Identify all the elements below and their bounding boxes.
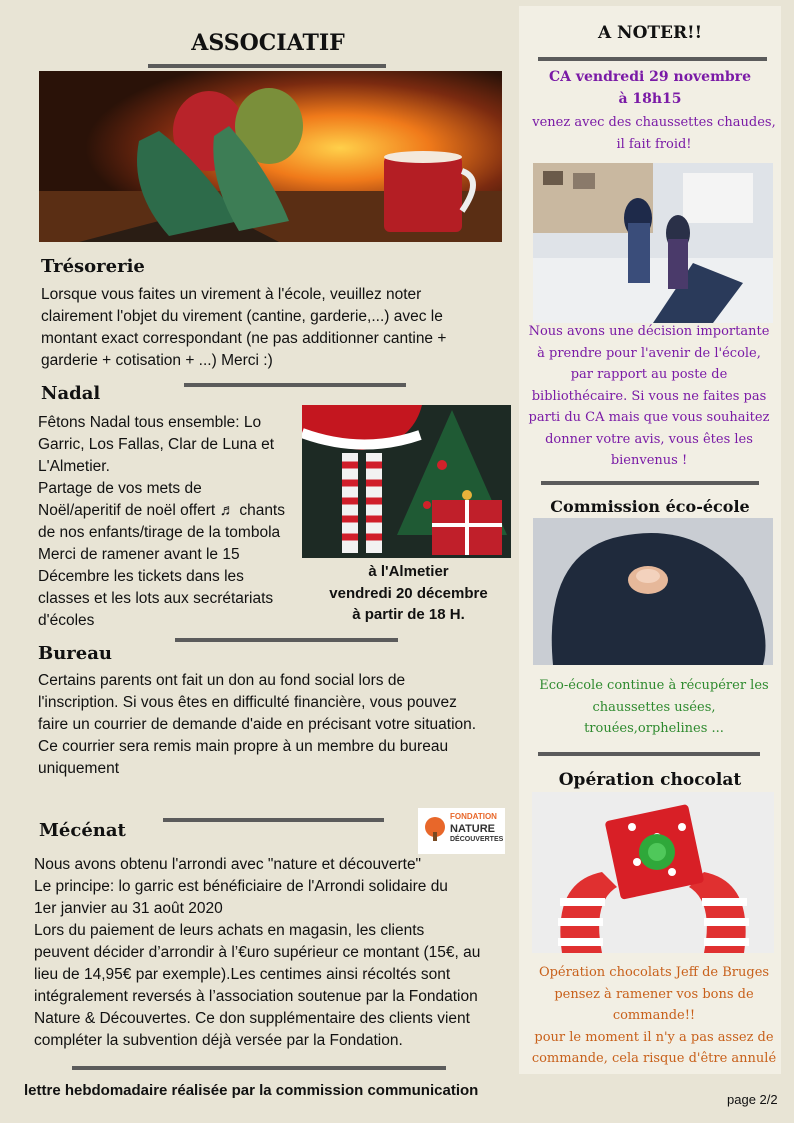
text-line: Partage de vos mets de <box>38 480 202 497</box>
nadal-text <box>38 412 300 632</box>
chocolat-text <box>519 962 789 1070</box>
text-line: Le principe: lo garric est bénéficiaire de l'Arrondi solidaire du <box>34 878 448 895</box>
hole-sock-image <box>533 518 773 665</box>
mecenat-text <box>34 854 508 1052</box>
ca-date <box>519 67 781 110</box>
socks-on-table-image <box>533 163 773 323</box>
text-line: d'écoles <box>38 612 95 629</box>
section-divider <box>72 1066 446 1070</box>
text-line: Garric, Los Fallas, Clar de Luna et <box>38 436 275 453</box>
eco-title: Commission éco-école <box>550 497 750 516</box>
text-line: montant exact correspondant (ne pas additionner cantine + <box>41 330 447 347</box>
text-line: L'Almetier. <box>38 458 110 475</box>
section-divider <box>175 638 398 642</box>
text-line: faire un courrier de demande d'aide en précisant votre situation. <box>38 716 477 733</box>
footer-credit: lettre hebdomadaire réalisée par la commission communication <box>24 1082 479 1099</box>
text-line: CA vendredi 29 novembre <box>549 69 751 85</box>
tresorerie-title: Trésorerie <box>41 256 145 277</box>
text-line: peuvent décider d’arrondir à l’€uro supérieur ce montant (15€, au <box>34 944 481 961</box>
text-line: Fêtons Nadal tous ensemble: Lo <box>38 414 262 431</box>
text-line: lieu de 14,95€ par exemple).Les centimes ainsi récoltés sont <box>34 966 451 983</box>
sidebar-divider <box>538 57 767 61</box>
text-line: à prendre pour l'avenir de l'école, <box>537 345 761 361</box>
text-line: Ce courrier sera remis main propre à un membre du bureau <box>38 738 449 755</box>
nadal-title: Nadal <box>41 383 101 404</box>
sidebar-divider <box>541 481 759 485</box>
text-line: Merci de ramener avant le 15 <box>38 546 240 563</box>
text-line: Eco-école continue à récupérer les <box>539 678 769 693</box>
sidebar-divider <box>538 752 760 756</box>
text-line: à 18h15 <box>618 90 682 107</box>
text-line: Certains parents ont fait un don au fond social lors de <box>38 672 406 689</box>
text-line: commande!! <box>612 1008 696 1023</box>
text-line: Lors du paiement de leurs achats en magasin, les clients <box>34 922 425 939</box>
event-date: vendredi 20 décembre <box>329 584 488 602</box>
ca-note <box>519 112 789 155</box>
text-line: de nos enfants/tirage de la tombola <box>38 524 281 541</box>
eco-text <box>519 675 789 740</box>
page-title: ASSOCIATIF <box>191 30 345 56</box>
bureau-title: Bureau <box>38 643 112 664</box>
decision-text <box>528 321 770 472</box>
text-line: par rapport au poste de <box>570 367 728 382</box>
bureau-text <box>38 670 508 780</box>
tresorerie-text <box>41 284 511 372</box>
sidebar-title: A NOTER!! <box>597 23 703 43</box>
text-line: donner votre avis, vous êtes les <box>545 431 753 447</box>
text-line: Nous avons une décision importante <box>528 324 770 339</box>
text-line: garderie + cotisation + ...) Merci :) <box>41 352 273 369</box>
text-line: Nature & Découvertes. Ce don supplémentaire des clients vient <box>34 1010 470 1027</box>
fireplace-socks-image <box>39 71 502 242</box>
text-line: Opération chocolats Jeff de Bruges <box>538 965 770 980</box>
text-line: classes et les lots aux secrétariats <box>38 590 274 607</box>
text-line: Nous avons obtenu l'arrondi avec "nature et découverte" <box>34 856 422 873</box>
event-time: à partir de 18 H. <box>352 606 465 623</box>
text-line: bibliothécaire. Si vous ne faites pas <box>531 388 767 404</box>
text-line: clairement l'objet du virement (cantine, garderie,...) avec le <box>41 308 443 325</box>
logo-text: NATURE <box>450 823 496 835</box>
page-number: page 2/2 <box>727 1092 778 1107</box>
gift-socks-image <box>532 792 774 953</box>
sidebar <box>519 6 781 1074</box>
text-line: Lorsque vous faites un virement à l'école, veuillez noter <box>41 286 422 303</box>
nadal-event <box>302 561 515 626</box>
section-divider <box>184 383 406 387</box>
text-line: Décembre les tickets dans les <box>38 568 244 585</box>
text-line: chaussettes usées, <box>592 699 716 715</box>
text-line: parti du CA mais que vous souhaitez <box>528 410 770 425</box>
text-line: bienvenus ! <box>610 453 688 468</box>
text-line: l'inscription. Si vous êtes en difficulté financière, vous pouvez <box>38 694 457 711</box>
logo-text: FONDATION <box>450 812 497 821</box>
section-divider <box>163 818 384 822</box>
text-line: intégralement reversés à l’association soutenue par la Fondation <box>34 988 478 1005</box>
text-line: pour le moment il n'y a pas assez de <box>534 1029 774 1045</box>
event-location: à l'Almetier <box>368 563 449 580</box>
chocolat-title: Opération chocolat <box>558 770 742 790</box>
christmas-tree-image <box>302 405 511 558</box>
text-line: il fait froid! <box>616 136 692 152</box>
text-line: 1er janvier au 31 août 2020 <box>34 900 223 917</box>
text-line: compléter la subvention déjà versée par la Fondation. <box>34 1032 403 1049</box>
tree-icon <box>422 816 448 842</box>
text-line: uniquement <box>38 760 120 777</box>
mecenat-title: Mécénat <box>39 820 126 841</box>
text-line: trouées,orphelines ... <box>584 721 724 736</box>
title-underline <box>148 64 386 68</box>
logo-text: DÉCOUVERTES <box>450 836 504 843</box>
nature-decouvertes-logo <box>418 808 505 854</box>
text-line: commande, cela risque d'être annulé <box>531 1051 777 1066</box>
text-line: Noël/aperitif de noël offert ♬ chants <box>38 502 285 519</box>
text-line: venez avec des chaussettes chaudes, <box>532 115 776 130</box>
text-line: pensez à ramener vos bons de <box>554 986 754 1002</box>
